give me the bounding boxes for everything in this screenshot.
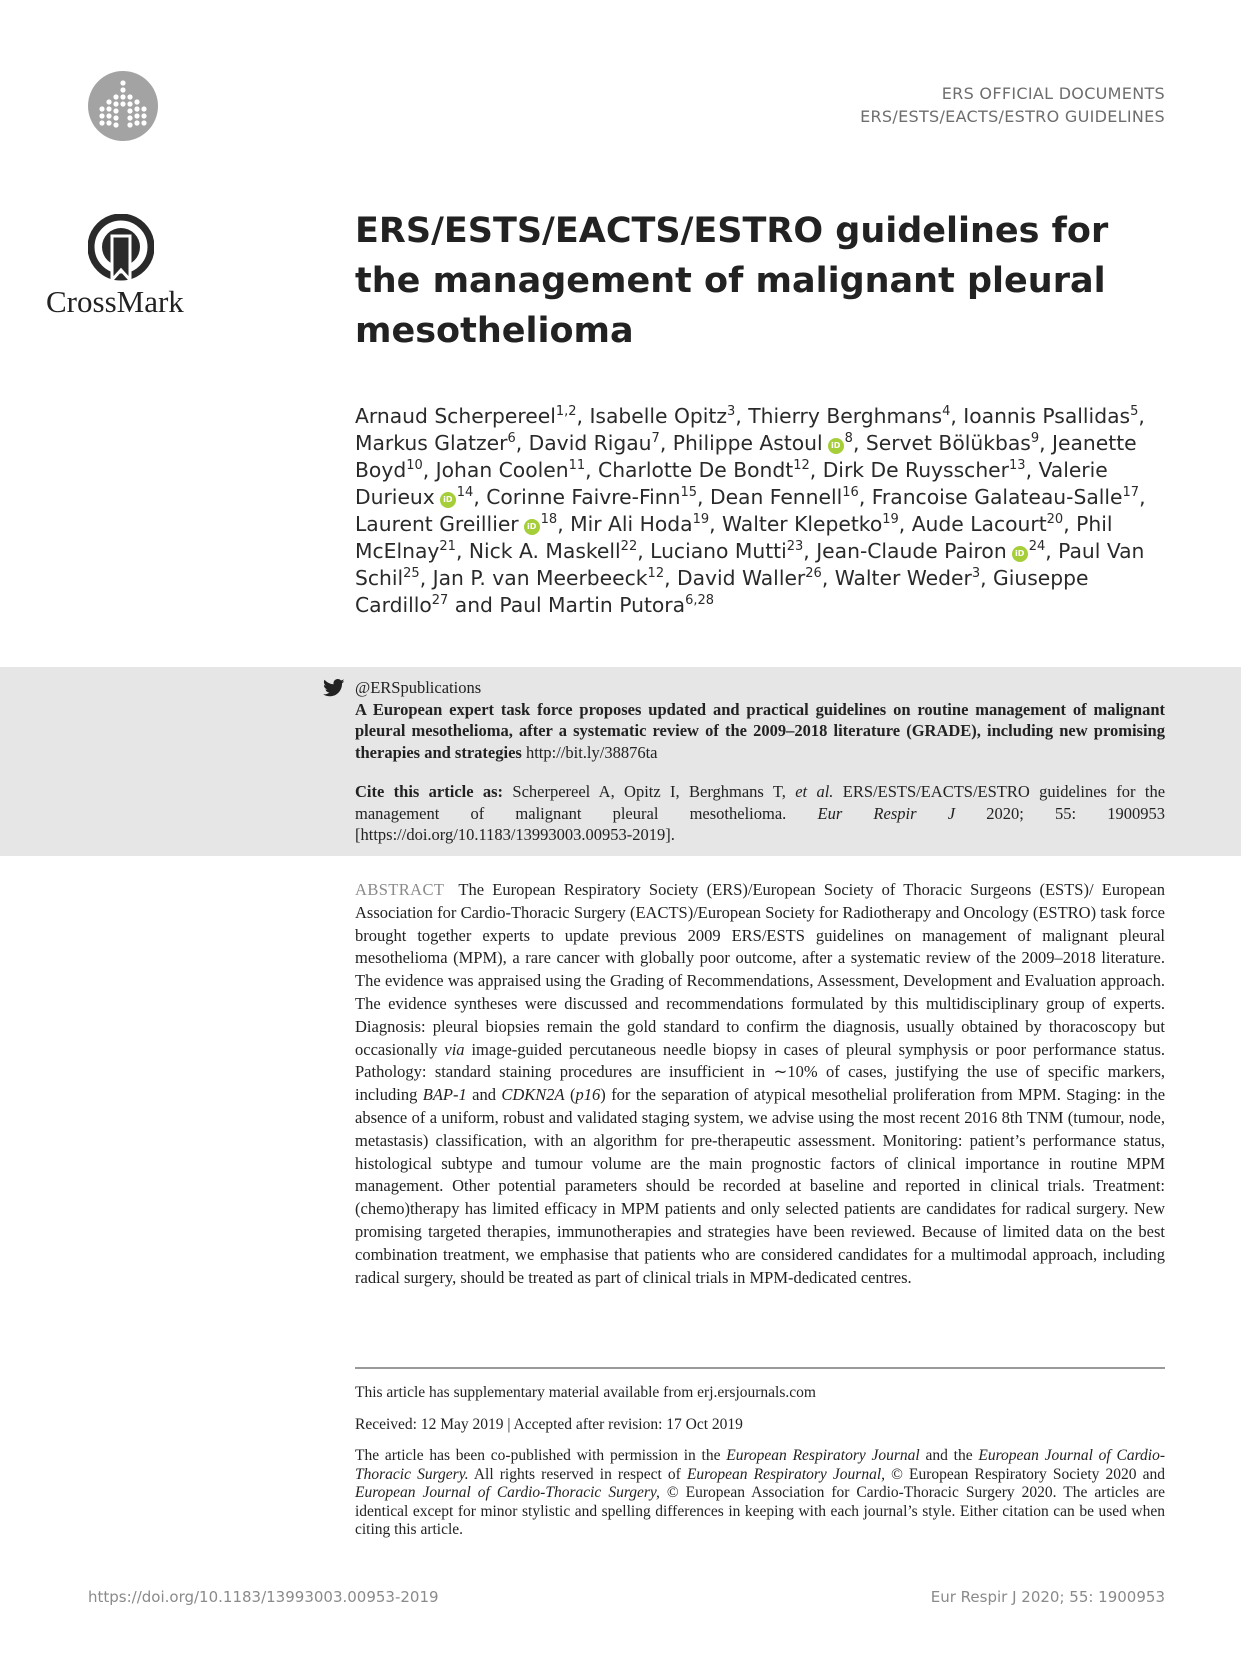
footer-journal: Eur Respir J 2020; 55: 1900953	[930, 1588, 1165, 1606]
author-affiliation: 19	[882, 512, 899, 528]
author	[673, 431, 853, 455]
author-name: Paul Van Schil	[355, 539, 1145, 590]
author-name: Laurent Greillier	[355, 512, 519, 536]
author-affiliation: 27	[431, 593, 449, 609]
author-affiliation: 6,28	[685, 593, 715, 609]
author-name: Arnaud Scherpereel	[355, 404, 556, 428]
author-name: Ioannis Psallidas	[963, 404, 1131, 428]
copub-journal-4: European Journal of Cardio-Thoracic Surgery,	[355, 1484, 660, 1501]
author	[355, 431, 516, 455]
author	[823, 458, 1026, 482]
cite-title: ERS/ESTS/EACTS/ESTRO guidelines for the management of malignant pleural mesothelioma.	[355, 782, 1166, 823]
author-affiliation: 20	[1046, 512, 1064, 528]
author	[722, 512, 899, 536]
copub-journal-2: European Journal of Cardio-Thoracic Surgery.	[355, 1447, 1165, 1483]
author-name: Johan Coolen	[435, 458, 569, 482]
author-name: Phil McElnay	[355, 512, 1113, 563]
copub-text-5: © European Association for Cardio-Thoracic Surgery 2020. The articles are identical except for minor stylistic and spelling differences in keeping with each journal’s style. Either citation can be used when citing this article.	[355, 1484, 1166, 1538]
author-affiliation: 9	[1030, 431, 1040, 447]
author-affiliation: 24	[1028, 539, 1046, 555]
author-name: Dean Fennell	[709, 485, 843, 509]
cite-authors: Scherpereel A, Opitz I, Berghmans T,	[512, 782, 786, 801]
author	[816, 539, 1045, 563]
author-name: Aude Lacourt	[911, 512, 1047, 536]
copub-text-2: and the	[925, 1447, 973, 1464]
author	[866, 431, 1039, 455]
abstract-gene-bap1: BAP-1	[422, 1085, 467, 1105]
author-affiliation: 19	[692, 512, 710, 528]
author-name: David Rigau	[528, 431, 652, 455]
author-name: Jean-Claude Pairon	[816, 539, 1007, 563]
author-name: Isabelle Opitz	[589, 404, 728, 428]
author-affiliation: 21	[439, 539, 456, 555]
document-header	[860, 82, 1165, 128]
author-affiliation: 26	[805, 566, 822, 582]
author-name: David Waller	[677, 566, 806, 590]
cite-details[interactable]: 2020; 55: 1900953 [https://doi.org/10.1183/13993003.00953-2019].	[355, 803, 1166, 844]
article-title: ERS/ESTS/EACTS/ESTRO guidelines for the management of malignant pleural mesothelioma	[355, 211, 1109, 351]
author	[748, 404, 950, 428]
author-name: Thierry Berghmans	[748, 404, 943, 428]
abstract-text-3: for the separation of atypical mesothelial proliferation from MPM. Staging: in the absence of a uniform, robust and validated staging system, we advise using the most recent 2016 8th TNM (tumour, node, metastasis) classification, with an algorithm for pre-therapeutic assessment. Monitoring: patient’s performance status, histological subtype and tumour volume are the main prognostic factors of clinical importance in routine MPM management. Other potential parameters should be recorded at baseline and reported in clinical trials. Treatment: (chemo)therapy has limited efficacy in MPM patients and only selected patients are candidates for radical surgery. New promising targeted therapies, immunotherapies and strategies have been reviewed. Because of limited data on the best combination treatment, we emphasise that patients who are considered candidates for a multimodal approach, including radical surgery, should be treated as part of clinical trials in MPM-dedicated centres.	[355, 1085, 1166, 1287]
cite-journal: Eur Respir J	[817, 803, 956, 823]
author-name: Mir Ali Hoda	[570, 512, 693, 536]
crossmark-badge[interactable]	[46, 214, 198, 320]
author-list: Arnaud Scherpereel$^{1,2}$, Isabelle Opitz$^3$, Thierry Berghmans$^4$, Ioannis Psallidas$^5$, Markus Glatzer$^6$, David Rigau$^7$, Philippe Astoul iD $^8$, Servet Bölükbas$^9$, Jeanette Boyd$^{10}$, Johan Coolen$^{11}$, Charlotte De Bondt$^{12}$, Dirk De Ruysscher$^{13}$, Valerie Durieux iD $^{14}$, Corinne Faivre-Finn$^{15}$, Dean Fennell$^{16}$, Francoise Galateau-Salle$^{17}$, Laurent Greillier iD $^{18}$, Mir Ali Hoda$^{19}$, Walter Klepetko$^{19}$, Aude Lacourt$^{20}$, Phil McElnay$^{21}$, Nick A. Maskell$^{22}$, Luciano Mutti$^{23}$, Jean-Claude Pairon iD $^{24}$, Paul Van Schil$^{25}$, Jan P. van Meerbeeck$^{12}$, David Waller$^{26}$, Walter Weder$^3$, Giuseppe Cardillo$^{27}$ and Paul Martin Putora$^{6,28}$	[355, 404, 1146, 617]
author-affiliation: 23	[786, 539, 804, 555]
author-affiliation: 1,2	[555, 404, 577, 420]
author-name: Jeanette Boyd	[355, 431, 1137, 482]
abstract-gene-cdkn2a: CDKN2A	[501, 1085, 565, 1105]
author	[469, 539, 637, 563]
author-name: Nick A. Maskell	[468, 539, 621, 563]
author	[529, 431, 660, 455]
copub-text-3: All rights reserved in respect of	[473, 1465, 681, 1483]
band-text	[355, 677, 1165, 846]
author-affiliation: 22	[620, 539, 638, 555]
author	[872, 485, 1139, 509]
cite-label: Cite this article as:	[355, 782, 504, 801]
author	[355, 404, 577, 428]
copub-text-4: © European Respiratory Society 2020 and	[891, 1465, 1165, 1483]
author-name: Walter Klepetko	[722, 512, 883, 536]
author	[499, 593, 714, 617]
author	[963, 404, 1138, 428]
header-line-1: ERS OFFICIAL DOCUMENTS	[941, 84, 1165, 103]
author	[433, 566, 664, 590]
author-name: Corinne Faivre-Finn	[486, 485, 681, 509]
author-name: Charlotte De Bondt	[598, 458, 794, 482]
author-name: Francoise Galateau-Salle	[871, 485, 1123, 509]
tweet-body	[355, 699, 1165, 764]
abstract: ABSTRACT The European Respiratory Society (ERS)/European Society of Thoracic Surgeons (ESTS)/ European Association for Cardio-Thoracic Surgery (EACTS)/European Society for Radiotherapy and Oncology (ESTRO) task force brought together experts to update previous 2009 ERS/ESTS guidelines on management of malignant pleural mesothelioma (MPM), a rare cancer with globally poor outcome, after a systematic review of the 2009–2018 literature. The evidence was appraised using the Grading of Recommendations, Assessment, Development and Evaluation approach. The evidence syntheses were discussed and recommendations formulated by this multidisciplinary group of experts. Diagnosis: pleural biopsies remain the gold standard to confirm the diagnosis, usually obtained by thoracoscopy but occasionally via image-guided percutaneous needle biopsy in cases of pleural symphysis or poor performance status. Pathology: standard staining procedures are insufficient in ∼10% of cases, justifying the use of specific markers, including BAP-1 and CDKN2A (p16) for the separation of atypical mesothelial proliferation from MPM. Staging: in the absence of a uniform, robust and validated staging system, we advise using the most recent 2016 8th TNM (tumour, node, metastasis) classification, with an algorithm for pre-therapeutic assessment. Monitoring: patient’s performance status, histological subtype and tumour volume are the main prognostic factors of clinical importance in routine MPM management. Other potential parameters should be recorded at baseline and reported in clinical trials. Treatment: (chemo)therapy has limited efficacy in MPM patients and only selected patients are candidates for radical surgery. New promising targeted therapies, immunotherapies and strategies have been reviewed. Because of limited data on the best combination treatment, we emphasise that patients who are considered candidates for a multimodal approach, including radical surgery, should be treated as part of clinical trials in MPM-dedicated centres.	[355, 880, 1166, 1287]
cite-etal: et al.	[795, 782, 834, 801]
author	[486, 485, 697, 509]
author	[710, 485, 859, 509]
author-affiliation: 7	[651, 431, 660, 447]
copub-journal-3: European Respiratory Journal,	[686, 1465, 885, 1483]
author-affiliation: 3	[971, 566, 981, 582]
author-name: Philippe Astoul	[672, 431, 823, 455]
author-affiliation: 8	[844, 431, 853, 447]
author	[598, 458, 810, 482]
author-affiliation: 12	[647, 566, 665, 582]
copub-text-1: The article has been co-published with permission in the	[355, 1447, 721, 1464]
author-affiliation: 11	[568, 458, 586, 474]
author	[650, 539, 803, 563]
author-affiliation: 4	[942, 404, 951, 420]
author-affiliation: 14	[456, 485, 474, 501]
author-affiliation: 6	[507, 431, 516, 447]
author-name: Paul Martin Putora	[499, 593, 686, 617]
author	[355, 512, 557, 536]
abstract-gene-p16: p16	[575, 1085, 601, 1105]
author-name: Servet Bölükbas	[865, 431, 1031, 455]
orcid-icon[interactable]: iD	[828, 438, 844, 454]
abstract-text-1: The European Respiratory Society (ERS)/European Society of Thoracic Surgeons (ESTS)/ European Association for Cardio-Thoracic Surgery (EACTS)/European Society for Radiotherapy and Oncology (ESTRO) task force brought together experts to update previous 2009 ERS/ESTS guidelines on management of malignant pleural mesothelioma (MPM), a rare cancer with globally poor outcome, after a systematic review of the 2009–2018 literature. The evidence was appraised using the Grading of Recommendations, Assessment, Development and Evaluation approach. The evidence syntheses were discussed and recommendations formulated by this multidisciplinary group of experts. Diagnosis: pleural biopsies remain the gold standard to confirm the diagnosis, usually obtained by thoracoscopy but occasionally	[355, 880, 1165, 1059]
abstract-via: via	[444, 1039, 465, 1059]
received-dates: Received: 12 May 2019 | Accepted after revision: 17 Oct 2019	[355, 1416, 743, 1433]
cite-block	[355, 781, 1165, 846]
abstract-text-2: image-guided percutaneous needle biopsy in cases of pleural symphysis or poor performance status. Pathology: standard staining procedures are insufficient in ∼10% of cases, justifying the use of specific markers, including	[355, 1039, 1166, 1105]
author-name: Markus Glatzer	[355, 431, 508, 455]
tweet-text: A European expert task force proposes updated and practical guidelines on routine management of malignant pleural mesothelioma, after a systematic review of the 2009–2018 literature (GRADE), including new promising therapies and strategies	[355, 699, 1165, 762]
header-line-2: ERS/ESTS/EACTS/ESTRO GUIDELINES	[860, 107, 1165, 126]
author-name: Jan P. van Meerbeeck	[432, 566, 648, 590]
supplementary-note: This article has supplementary material available from erj.ersjournals.com	[355, 1384, 816, 1401]
crossmark-label: CrossMark	[46, 284, 184, 319]
orcid-icon[interactable]: iD	[440, 492, 456, 508]
author	[589, 404, 735, 428]
crossmark-icon	[88, 214, 154, 286]
author-affiliation: 25	[403, 566, 420, 582]
author-name: Luciano Mutti	[650, 539, 787, 563]
twitter-icon	[323, 679, 345, 697]
author-affiliation: 12	[793, 458, 810, 474]
author-affiliation: 13	[1009, 458, 1026, 474]
author	[570, 512, 709, 536]
divider	[355, 1367, 1165, 1369]
author-affiliation: 15	[680, 485, 698, 501]
author-name: Walter Weder	[834, 566, 972, 590]
tweet-handle[interactable]: @ERSpublications	[355, 678, 482, 697]
abstract-and: and	[472, 1085, 496, 1105]
author	[912, 512, 1064, 536]
author-affiliation: 16	[842, 485, 859, 501]
author-affiliation: 18	[540, 512, 558, 528]
orcid-icon[interactable]: iD	[524, 519, 540, 535]
author-affiliation: 17	[1122, 485, 1140, 501]
footer-doi[interactable]: https://doi.org/10.1183/13993003.00953-2019	[88, 1588, 439, 1606]
author	[436, 458, 585, 482]
author-name: Giuseppe Cardillo	[355, 566, 1089, 617]
abstract-label: ABSTRACT	[355, 880, 445, 899]
author-affiliation: 10	[406, 458, 423, 474]
author-affiliation: 5	[1130, 404, 1139, 420]
copub-journal-1: European Respiratory Journal	[726, 1447, 920, 1464]
author-name: Valerie Durieux	[355, 458, 1108, 509]
tweet-link[interactable]: http://bit.ly/38876ta	[525, 742, 658, 762]
orcid-icon[interactable]: iD	[1012, 546, 1028, 562]
author	[835, 566, 980, 590]
author-name: Dirk De Ruysscher	[822, 458, 1010, 482]
ers-logo	[88, 71, 158, 141]
copublished-note	[355, 1447, 1165, 1540]
author-affiliation: 3	[727, 404, 736, 420]
author	[677, 566, 822, 590]
